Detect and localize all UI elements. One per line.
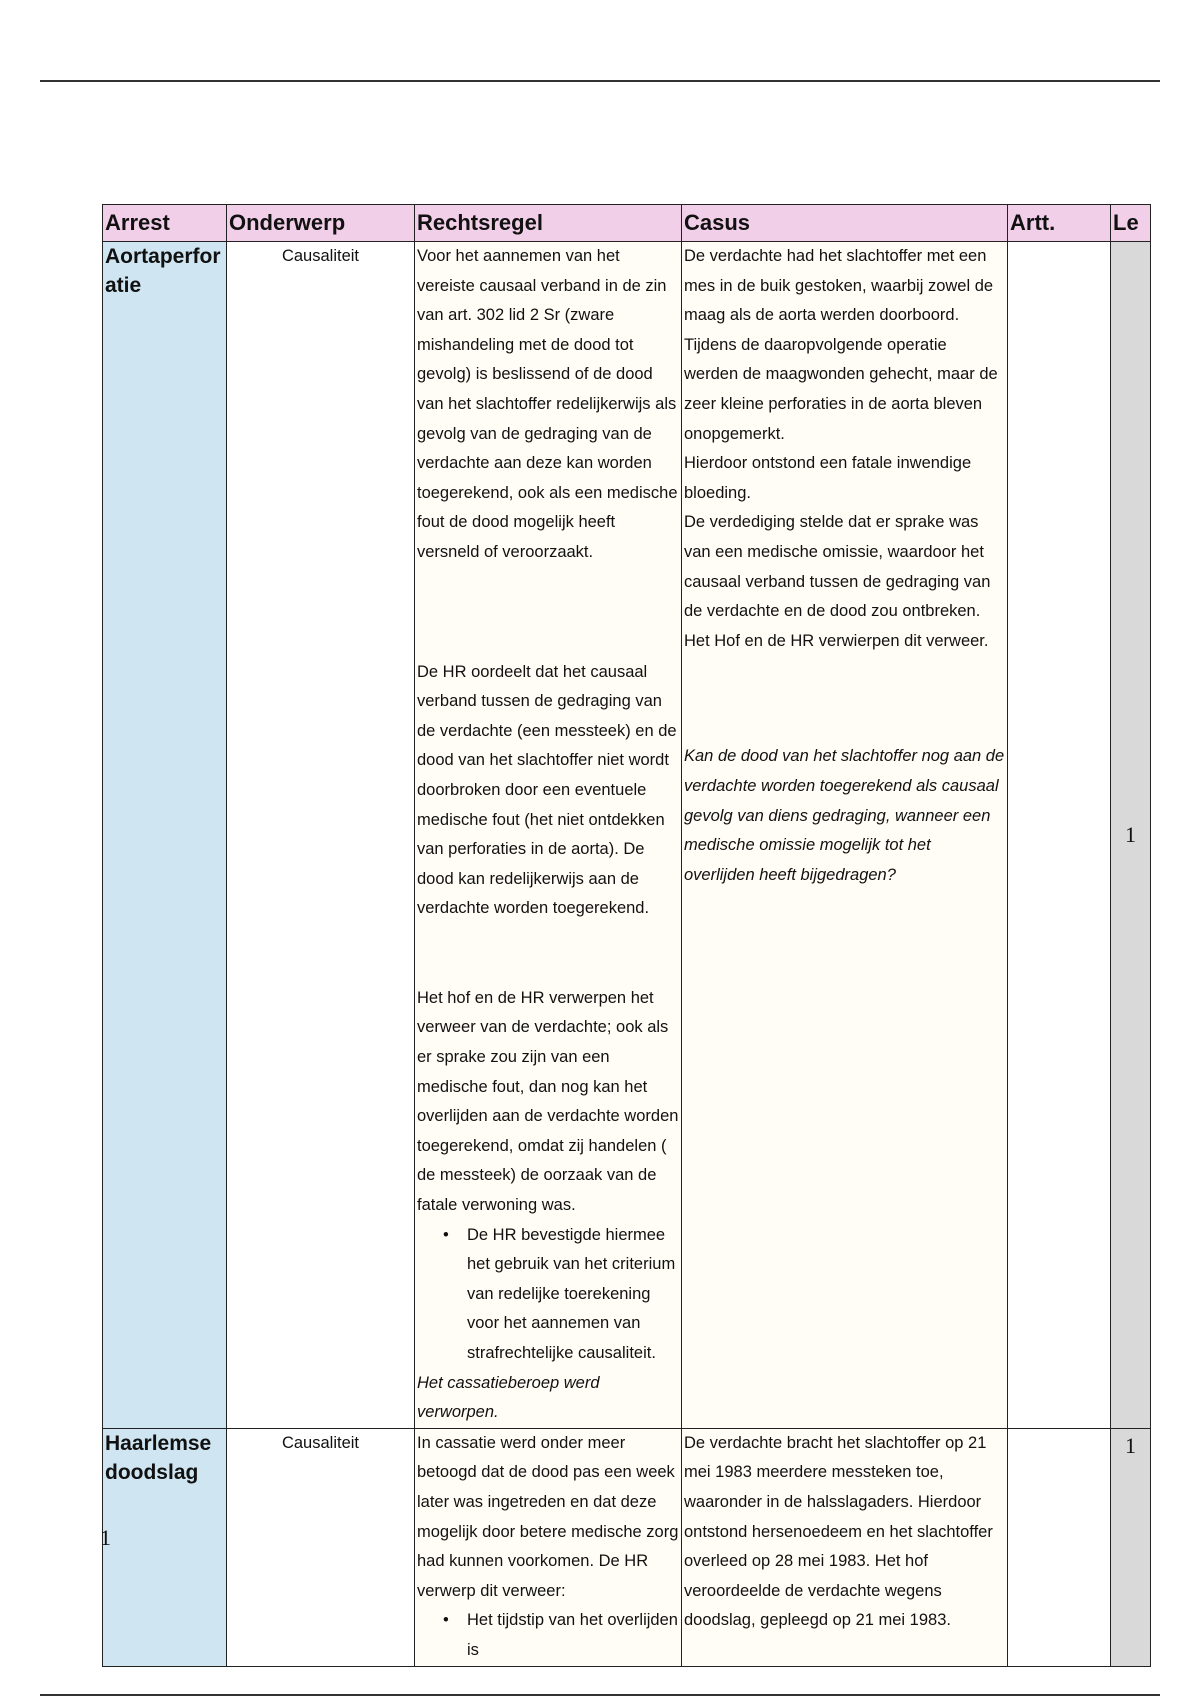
col-header-onderwerp: Onderwerp	[227, 205, 415, 242]
arrest-table	[102, 204, 1151, 1667]
table-row	[103, 1428, 1151, 1666]
casus-question: Kan de dood van het slachtoffer nog aan de verdachte worden toegerekend als causaal gevolg van diens gedraging, wanneer een medische omissie mogelijk tot het overlijden heeft bijgedragen?	[684, 747, 1005, 884]
casus-paragraph: Hierdoor ontstond een fatale inwendige bloeding.	[684, 454, 972, 502]
bullet-item: • Het tijdstip van het overlijden is	[465, 1606, 679, 1665]
col-header-arrest: Arrest	[103, 205, 227, 242]
rechtsregel-paragraph: Voor het aannemen van het vereiste causaal verband in de zin van art. 302 lid 2 Sr (zware mishandeling met de dood tot gevolg) is beslissend of de dood van het slachtoffer redelijkerwijs als gevolg van de gedraging van de verdachte aan deze kan worden toegerekend, ook als een medische fout de dood mogelijk heeft versneld of veroorzaakt.	[417, 247, 678, 561]
footer-rule	[40, 1694, 1160, 1696]
onderwerp: Causaliteit	[227, 242, 415, 1429]
casus-paragraph: De verdediging stelde dat er sprake was van een medische omissie, waardoor het causaal verband tussen de gedraging van de verdachte en de dood zou ontbreken. Het Hof en de HR verwierpen dit verweer.	[684, 513, 991, 650]
table-header-row	[103, 205, 1151, 242]
bullet-item: • De HR bevestigde hiermee het gebruik van het criterium van redelijke toerekening voor het aannemen van strafrechtelijke causaliteit.	[465, 1221, 679, 1369]
table-row	[103, 242, 1151, 1429]
col-header-rechtsregel: Rechtsregel	[415, 205, 682, 242]
casus-paragraph: De verdachte bracht het slachtoffer op 21 mei 1983 meerdere messteken toe, waaronder in de halsslagaders. Hierdoor ontstond hersenoedeem en het slachtoffer overleed op 28 mei 1983. Het hof veroordeelde de verdachte wegens doodslag, gepleegd op 21 mei 1983.	[684, 1433, 993, 1630]
col-header-casus: Casus	[682, 205, 1008, 242]
casus-paragraph: De verdachte had het slachtoffer met een mes in de buik gestoken, waarbij zowel de maag als de aorta werden doorboord.	[684, 247, 994, 325]
artt-cell	[1008, 1428, 1111, 1666]
onderwerp: Causaliteit	[227, 1428, 415, 1666]
casus-cell	[682, 242, 1008, 1429]
col-header-le: Le	[1111, 205, 1151, 242]
rechtsregel-paragraph: In cassatie werd onder meer betoogd dat de dood pas een week later was ingetreden en dat deze mogelijk door betere medische zorg had kunnen voorkomen. De HR verwerp dit verweer:	[417, 1433, 679, 1600]
rechtsregel-bullets	[417, 1221, 679, 1369]
le-cell: 1	[1111, 1428, 1151, 1666]
rechtsregel-closing: Het cassatieberoep werd verworpen.	[417, 1373, 600, 1422]
rechtsregel-cell	[415, 1428, 682, 1666]
rechtsregel-bullets	[417, 1606, 679, 1665]
footnote-number: 1	[100, 1525, 111, 1550]
arrest-name: Aortaperforatie	[103, 242, 227, 1429]
header-rule	[40, 80, 1160, 82]
rechtsregel-paragraph: De HR oordeelt dat het causaal verband tussen de gedraging van de verdachte (een messteek) en de dood van het slachtoffer niet wordt doorbroken door een eventuele medische fout (het niet ontdekken van perforaties in de aorta). De dood kan redelijkerwijs aan de verdachte worden toegerekend.	[417, 662, 677, 918]
rechtsregel-paragraph: Het hof en de HR verwerpen het verweer van de verdachte; ook als er sprake zou zijn van een medische fout, dan nog kan het overlijden aan de verdachte worden toegerekend, omdat zij handelen ( de messteek) de oorzaak van de fatale verwoning was.	[417, 988, 679, 1215]
casus-cell	[682, 1428, 1008, 1666]
le-cell: 1	[1111, 242, 1151, 1429]
artt-cell	[1008, 242, 1111, 1429]
col-header-artt: Artt.	[1008, 205, 1111, 242]
arrest-name: Haarlemse doodslag	[103, 1428, 227, 1666]
rechtsregel-cell	[415, 242, 682, 1429]
casus-paragraph: Tijdens de daaropvolgende operatie werden de maagwonden gehecht, maar de zeer kleine perforaties in de aorta bleven onopgemerkt.	[684, 335, 998, 443]
